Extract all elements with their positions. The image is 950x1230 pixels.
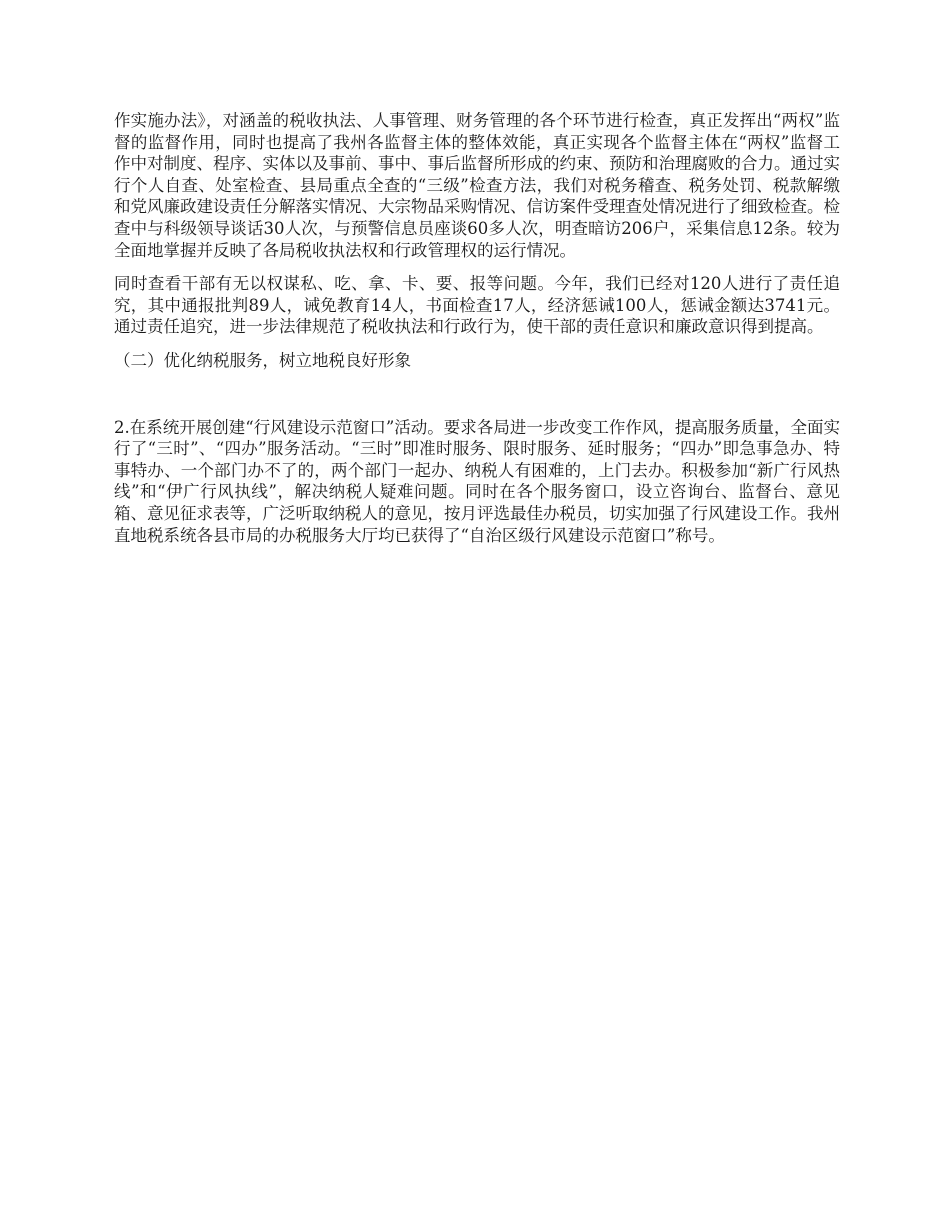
paragraph-service-window: 2.在系统开展创建“行风建设示范窗口”活动。要求各局进一步改变工作作风，提高服务质量，全面实行了“三时”、“四办”服务活动。“三时”即准时服务、限时服务、延时服务；“四办”即急事急办、特事特办、一个部门办不了的，两个部门一起办、纳税人有困难的，上门去办。积极参加“新广行风热线”和“伊广行风执线”，解决纳税人疑难问题。同时在各个服务窗口，设立咨询台、监督台、意见箱、意见征求表等，广泛听取纳税人的意见，按月评选最佳办税员，切实加强了行风建设工作。我州直地税系统各县市局的办税服务大厅均已获得了“自治区级行风建设示范窗口”称号。 (114, 417, 840, 545)
paragraph-accountability: 同时查看干部有无以权谋私、吃、拿、卡、要、报等问题。今年，我们已经对120人进行了责任追究，其中通报批判89人，诫免教育14人，书面检查17人，经济惩诫100人，惩诫金额达3741元。通过责任追究，进一步法律规范了税收执法和行政行为，使干部的责任意识和廉政意识得到提高。 (114, 274, 840, 337)
blank-gap (114, 384, 840, 417)
section-heading: （二）优化纳税服务，树立地税良好形象 (114, 350, 411, 370)
paragraph-supervision-inspection: 作实施办法》，对涵盖的税收执法、人事管理、财务管理的各个环节进行检查，真正发挥出“两权”监督的监督作用，同时也提高了我州各监督主体的整体效能，真正实现各个监督主体在“两权”监督工作中对制度、程序、实体以及事前、事中、事后监督所形成的约束、预防和治理腐败的合力。通过实行个人自查、处室检查、县局重点全查的“三级”检查方法，我们对税务稽查、税务处罚、税款解缴和党风廉政建设责任分解落实情况、大宗物品采购情况、信访案件受理查处情况进行了细致检查。检查中与科级领导谈话30人次，与预警信息员座谈60多人次，明查暗访206户，采集信息12条。较为全面地掌握并反映了各局税收执法权和行政管理权的运行情况。 (114, 111, 840, 260)
document-body (114, 110, 840, 558)
